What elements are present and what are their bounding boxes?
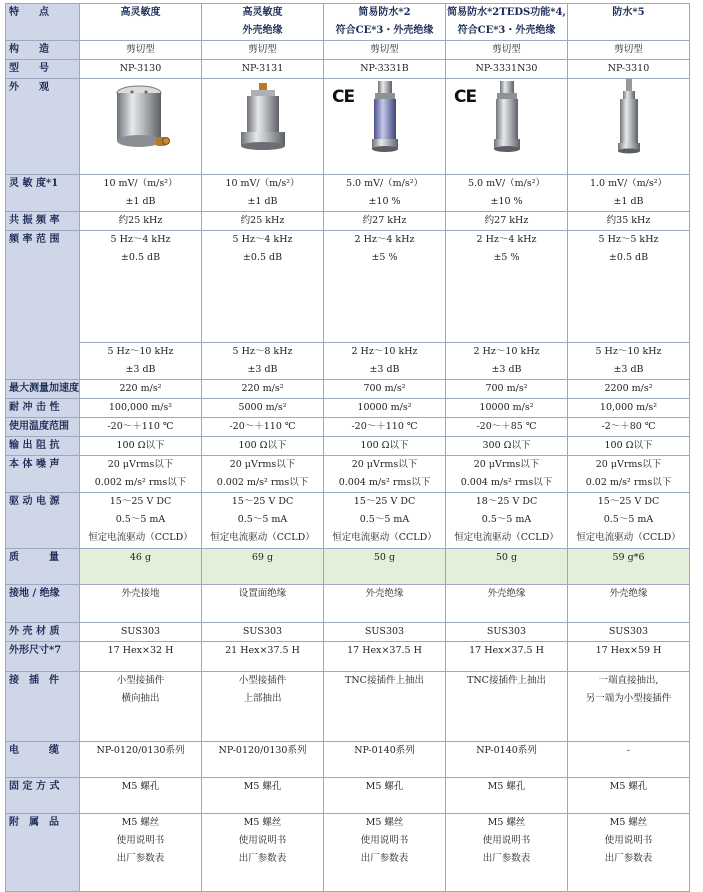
cell-ground: 外壳绝缘 — [446, 585, 568, 623]
row-label-mass: 质 量 — [6, 549, 80, 585]
cell-case: SUS303 — [324, 623, 446, 642]
cell-noise — [446, 456, 568, 493]
cell-line: 15～25 V DC — [231, 496, 294, 507]
cell-line: 使用说明书 — [116, 835, 165, 846]
cell-power — [568, 493, 690, 549]
cell-line: 简易防水*2 — [358, 7, 411, 18]
cell-line: M5 螺丝 — [365, 817, 404, 828]
header-col — [324, 4, 446, 41]
row-freq_range-bottom — [6, 343, 690, 380]
cell-temp: -20～＋85 ℃ — [446, 418, 568, 437]
cell-line: 5 Hz～8 kHz — [232, 346, 293, 357]
row-label-freq_range: 频 率 范 围 — [6, 231, 80, 380]
cell-line: ±3 dB — [613, 364, 644, 375]
row-temp — [6, 418, 690, 437]
row-label-accessories: 附 属 品 — [6, 814, 80, 892]
cell-freq_range — [80, 231, 202, 343]
cell-shock: 10000 m/s² — [324, 399, 446, 418]
cell-line: 防水*5 — [612, 7, 645, 18]
cell-resonance: 约27 kHz — [324, 212, 446, 231]
row-shock — [6, 399, 690, 418]
row-label-ground: 接地 / 绝缘 — [6, 585, 80, 623]
cell-line: M5 螺丝 — [487, 817, 526, 828]
cell-line: 5.0 mV/（m/s²） — [467, 178, 546, 189]
cell-line: 高灵敏度 — [242, 7, 283, 18]
cell-accessories — [324, 814, 446, 892]
cell-line: 恒定电流驱动（CCLD） — [332, 532, 437, 543]
cell-line: 外壳绝缘 — [242, 25, 283, 36]
cell-line: 18～25 V DC — [475, 496, 538, 507]
cell-line: ±3 dB — [369, 364, 400, 375]
cell-freq_range — [324, 231, 446, 343]
cell-temp: -20～＋110 ℃ — [80, 418, 202, 437]
row-structure — [6, 41, 690, 60]
row-label-structure: 构 造 — [6, 41, 80, 60]
cell-accessories — [80, 814, 202, 892]
np3130-sensor-photo-icon — [80, 79, 201, 157]
cell-line: TNC接插件上抽出 — [467, 675, 546, 686]
row-label-impedance: 输 出 阻 抗 — [6, 437, 80, 456]
cell-dims: 21 Hex×37.5 H — [202, 642, 324, 672]
cell-cable: NP-0120/0130系列 — [202, 742, 324, 778]
row-power — [6, 493, 690, 549]
cell-line: 出厂参数表 — [116, 853, 165, 864]
row-model — [6, 60, 690, 79]
cell-line: ±3 dB — [247, 364, 278, 375]
cell-line: 0.5～5 mA — [359, 514, 410, 525]
cell-noise — [324, 456, 446, 493]
row-resonance — [6, 212, 690, 231]
cell-line: TNC接插件上抽出 — [345, 675, 424, 686]
row-dims — [6, 642, 690, 672]
cell-mount: M5 螺孔 — [446, 778, 568, 814]
cell-shock: 10000 m/s² — [446, 399, 568, 418]
np3331b-sensor-photo-icon — [324, 79, 445, 159]
cell-noise — [80, 456, 202, 493]
cell-line: 出厂参数表 — [360, 853, 409, 864]
cell-line: 0.5～5 mA — [237, 514, 288, 525]
cell-freq_range — [80, 343, 202, 380]
cell-line: 5.0 mV/（m/s²） — [345, 178, 424, 189]
cell-line: 5 Hz～10 kHz — [107, 346, 174, 357]
cell-line: 使用说明书 — [238, 835, 287, 846]
row-case — [6, 623, 690, 642]
cell-freq_range — [446, 231, 568, 343]
cell-sensitivity — [324, 175, 446, 212]
cell-ground: 外壳绝缘 — [568, 585, 690, 623]
cell-line: 使用说明书 — [360, 835, 409, 846]
row-appearance — [6, 79, 690, 175]
cell-structure: 剪切型 — [324, 41, 446, 60]
cell-line: 20 μVrms以下 — [473, 459, 540, 470]
cell-line: 使用说明书 — [482, 835, 531, 846]
cell-ground: 设置面绝缘 — [202, 585, 324, 623]
cell-freq_range — [202, 231, 324, 343]
cell-line: 0.5～5 mA — [603, 514, 654, 525]
cell-line: 20 μVrms以下 — [595, 459, 662, 470]
cell-line: 20 μVrms以下 — [229, 459, 296, 470]
cell-line: 使用说明书 — [604, 835, 653, 846]
sensor-photo-cell — [568, 79, 690, 175]
cell-temp: -2～＋80 ℃ — [568, 418, 690, 437]
cell-mount: M5 螺孔 — [568, 778, 690, 814]
cell-case: SUS303 — [568, 623, 690, 642]
cell-line: 10 mV/（m/s²） — [225, 178, 300, 189]
row-max_accel — [6, 380, 690, 399]
cell-cable: NP-0140系列 — [446, 742, 568, 778]
cell-line: 符合CE*3・外壳绝缘 — [457, 25, 556, 36]
row-label-power: 驱 动 电 源 — [6, 493, 80, 549]
cell-mount: M5 螺孔 — [202, 778, 324, 814]
cell-cable: - — [568, 742, 690, 778]
cell-shock: 100,000 m/s² — [80, 399, 202, 418]
cell-dims: 17 Hex×59 H — [568, 642, 690, 672]
cell-line: 2 Hz～10 kHz — [351, 346, 418, 357]
cell-line: M5 螺丝 — [609, 817, 648, 828]
cell-line: 20 μVrms以下 — [107, 459, 174, 470]
cell-line: 0.004 m/s² rms以下 — [460, 477, 553, 488]
cell-mass: 50 g — [324, 549, 446, 585]
cell-line: 0.5～5 mA — [115, 514, 166, 525]
cell-line: 高灵敏度 — [120, 7, 161, 18]
row-label-noise: 本 体 噪 声 — [6, 456, 80, 493]
cell-line: 0.02 m/s² rms以下 — [585, 477, 672, 488]
row-label-sensitivity: 灵 敏 度*1 — [6, 175, 80, 212]
cell-mount: M5 螺孔 — [80, 778, 202, 814]
cell-model: NP-3331B — [324, 60, 446, 79]
cell-line: 0.002 m/s² rms以下 — [216, 477, 309, 488]
cell-line: 2 Hz～10 kHz — [473, 346, 540, 357]
row-label-case: 外 壳 材 质 — [6, 623, 80, 642]
header-col — [568, 4, 690, 41]
cell-line: 一端直接抽出, — [598, 675, 659, 686]
cell-model: NP-3310 — [568, 60, 690, 79]
row-label-appearance: 外 观 — [6, 79, 80, 175]
row-label-connector: 接 插 件 — [6, 672, 80, 742]
cell-max_accel: 700 m/s² — [324, 380, 446, 399]
ce-mark-icon: CE — [454, 87, 477, 107]
cell-line: 5 Hz～10 kHz — [595, 346, 662, 357]
cell-line: 5 Hz～4 kHz — [110, 234, 171, 245]
header-col — [80, 4, 202, 41]
cell-connector — [446, 672, 568, 742]
cell-line: 0.002 m/s² rms以下 — [94, 477, 187, 488]
cell-line: 15～25 V DC — [353, 496, 416, 507]
cell-mass: 59 g*6 — [568, 549, 690, 585]
cell-impedance: 300 Ω以下 — [446, 437, 568, 456]
cell-max_accel: 2200 m/s² — [568, 380, 690, 399]
row-label-temp: 使用温度范围 — [6, 418, 80, 437]
cell-impedance: 100 Ω以下 — [324, 437, 446, 456]
cell-line: 恒定电流驱动（CCLD） — [210, 532, 315, 543]
cell-line: 10 mV/（m/s²） — [103, 178, 178, 189]
spec-table — [5, 3, 690, 892]
cell-cable: NP-0140系列 — [324, 742, 446, 778]
cell-mount: M5 螺孔 — [324, 778, 446, 814]
row-label-mount: 固 定 方 式 — [6, 778, 80, 814]
cell-sensitivity — [80, 175, 202, 212]
cell-freq_range — [568, 231, 690, 343]
cell-line: 出厂参数表 — [238, 853, 287, 864]
cell-line: 恒定电流驱动（CCLD） — [576, 532, 681, 543]
row-label-dims: 外形尺寸*7 — [6, 642, 80, 672]
sensor-photo-cell — [202, 79, 324, 175]
cell-freq_range — [446, 343, 568, 380]
cell-line: 恒定电流驱动（CCLD） — [88, 532, 193, 543]
cell-resonance: 约27 kHz — [446, 212, 568, 231]
row-accessories — [6, 814, 690, 892]
cell-sensitivity — [568, 175, 690, 212]
cell-mass: 69 g — [202, 549, 324, 585]
cell-accessories — [202, 814, 324, 892]
cell-structure: 剪切型 — [80, 41, 202, 60]
cell-impedance: 100 Ω以下 — [568, 437, 690, 456]
ce-mark-icon: CE — [332, 87, 355, 107]
row-label-model: 型 号 — [6, 60, 80, 79]
cell-resonance: 约25 kHz — [80, 212, 202, 231]
sensor-photo-cell — [446, 79, 568, 175]
cell-model: NP-3130 — [80, 60, 202, 79]
cell-resonance: 约35 kHz — [568, 212, 690, 231]
header-col — [202, 4, 324, 41]
cell-sensitivity — [446, 175, 568, 212]
cell-line: 另一端为小型接插件 — [585, 693, 672, 704]
row-freq_range — [6, 231, 690, 343]
row-label-max_accel: 最大测量加速度 — [6, 380, 80, 399]
cell-connector — [80, 672, 202, 742]
cell-ground: 外壳绝缘 — [324, 585, 446, 623]
cell-line: 符合CE*3・外壳绝缘 — [335, 25, 434, 36]
row-ground — [6, 585, 690, 623]
row-mount — [6, 778, 690, 814]
cell-max_accel: 220 m/s² — [202, 380, 324, 399]
cell-impedance: 100 Ω以下 — [202, 437, 324, 456]
cell-line: 15～25 V DC — [109, 496, 172, 507]
cell-line: ±5 % — [493, 252, 520, 263]
cell-resonance: 约25 kHz — [202, 212, 324, 231]
row-noise — [6, 456, 690, 493]
cell-temp: -20～＋110 ℃ — [202, 418, 324, 437]
cell-dims: 17 Hex×37.5 H — [324, 642, 446, 672]
cell-line: 恒定电流驱动（CCLD） — [454, 532, 559, 543]
cell-line: 出厂参数表 — [604, 853, 653, 864]
cell-structure: 剪切型 — [202, 41, 324, 60]
cell-connector — [568, 672, 690, 742]
header-row — [6, 4, 690, 41]
cell-power — [324, 493, 446, 549]
cell-max_accel: 700 m/s² — [446, 380, 568, 399]
cell-line: 出厂参数表 — [482, 853, 531, 864]
cell-line: 横向抽出 — [121, 693, 160, 704]
cell-freq_range — [324, 343, 446, 380]
np3131-sensor-photo-icon — [202, 79, 323, 157]
row-mass — [6, 549, 690, 585]
cell-temp: -20～＋110 ℃ — [324, 418, 446, 437]
cell-line: 2 Hz～4 kHz — [476, 234, 537, 245]
cell-line: 5 Hz～5 kHz — [598, 234, 659, 245]
cell-sensitivity — [202, 175, 324, 212]
cell-line: M5 螺丝 — [121, 817, 160, 828]
np3331n30-sensor-photo-icon — [446, 79, 567, 159]
sensor-photo-cell — [80, 79, 202, 175]
cell-line: 2 Hz～4 kHz — [354, 234, 415, 245]
cell-line: ±3 dB — [491, 364, 522, 375]
row-impedance — [6, 437, 690, 456]
cell-noise — [568, 456, 690, 493]
cell-line: ±10 % — [490, 196, 523, 207]
cell-accessories — [568, 814, 690, 892]
cell-line: ±1 dB — [613, 196, 644, 207]
cell-line: ±10 % — [368, 196, 401, 207]
sensor-photo-cell — [324, 79, 446, 175]
cell-power — [80, 493, 202, 549]
cell-mass: 50 g — [446, 549, 568, 585]
cell-case: SUS303 — [202, 623, 324, 642]
row-label-cable: 电 缆 — [6, 742, 80, 778]
cell-line: 简易防水*2TEDS功能*4, — [447, 7, 566, 18]
cell-mass: 46 g — [80, 549, 202, 585]
cell-line: ±0.5 dB — [608, 252, 649, 263]
cell-power — [202, 493, 324, 549]
cell-connector — [324, 672, 446, 742]
cell-model: NP-3331N30 — [446, 60, 568, 79]
cell-case: SUS303 — [80, 623, 202, 642]
cell-line: ±0.5 dB — [242, 252, 283, 263]
cell-line: 上部抽出 — [243, 693, 282, 704]
header-col — [446, 4, 568, 41]
cell-line: 小型接插件 — [116, 675, 165, 686]
row-label-resonance: 共 振 频 率 — [6, 212, 80, 231]
cell-line: ±1 dB — [247, 196, 278, 207]
cell-cable: NP-0120/0130系列 — [80, 742, 202, 778]
cell-model: NP-3131 — [202, 60, 324, 79]
cell-line: 20 μVrms以下 — [351, 459, 418, 470]
row-sensitivity — [6, 175, 690, 212]
cell-line: ±3 dB — [125, 364, 156, 375]
cell-dims: 17 Hex×37.5 H — [446, 642, 568, 672]
cell-line: ±1 dB — [125, 196, 156, 207]
cell-line: M5 螺丝 — [243, 817, 282, 828]
cell-ground: 外壳接地 — [80, 585, 202, 623]
cell-shock: 5000 m/s² — [202, 399, 324, 418]
cell-shock: 10,000 m/s² — [568, 399, 690, 418]
cell-structure: 剪切型 — [568, 41, 690, 60]
cell-structure: 剪切型 — [446, 41, 568, 60]
cell-line: 0.5～5 mA — [481, 514, 532, 525]
cell-impedance: 100 Ω以下 — [80, 437, 202, 456]
cell-line: 0.004 m/s² rms以下 — [338, 477, 431, 488]
cell-line: 15～25 V DC — [597, 496, 660, 507]
cell-line: 5 Hz～4 kHz — [232, 234, 293, 245]
cell-line: ±0.5 dB — [120, 252, 161, 263]
header-label: 特 点 — [6, 4, 80, 41]
cell-line: ±5 % — [371, 252, 398, 263]
row-cable — [6, 742, 690, 778]
cell-accessories — [446, 814, 568, 892]
cell-line: 小型接插件 — [238, 675, 287, 686]
cell-connector — [202, 672, 324, 742]
row-label-shock: 耐 冲 击 性 — [6, 399, 80, 418]
np3310-sensor-photo-icon — [568, 79, 689, 159]
cell-freq_range — [202, 343, 324, 380]
cell-freq_range — [568, 343, 690, 380]
cell-line: 1.0 mV/（m/s²） — [589, 178, 668, 189]
cell-dims: 17 Hex×32 H — [80, 642, 202, 672]
cell-max_accel: 220 m/s² — [80, 380, 202, 399]
row-connector — [6, 672, 690, 742]
cell-noise — [202, 456, 324, 493]
cell-power — [446, 493, 568, 549]
cell-case: SUS303 — [446, 623, 568, 642]
